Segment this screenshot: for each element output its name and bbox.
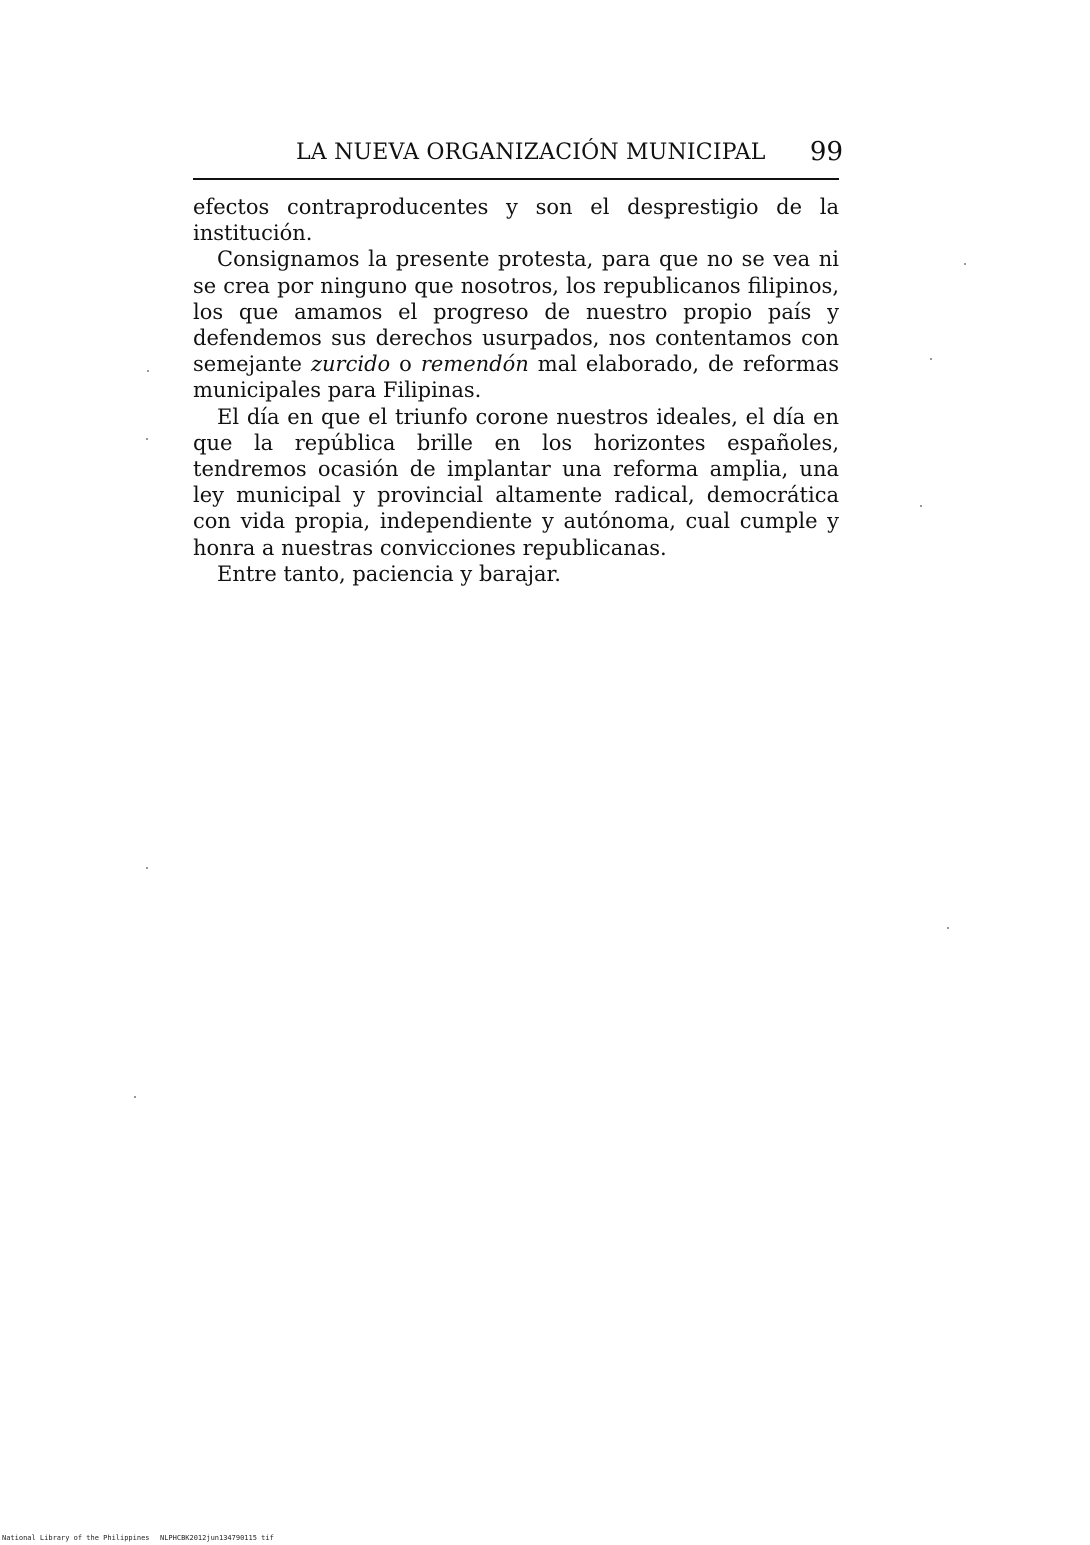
scan-speck bbox=[930, 358, 932, 360]
running-head bbox=[193, 136, 843, 176]
header-rule bbox=[193, 178, 839, 180]
paragraph-4: Entre tanto, paciencia y barajar. bbox=[217, 561, 561, 586]
page-number: 99 bbox=[809, 137, 843, 167]
paragraph-1: efectos contraproducentes y son el desprestigio de la institución. bbox=[193, 195, 839, 246]
running-title: LA NUEVA ORGANIZACIÓN MUNICIPAL bbox=[296, 140, 766, 165]
scan-speck bbox=[134, 1096, 136, 1098]
footer-library-name: National Library of the Philippines bbox=[2, 1534, 150, 1542]
scan-speck bbox=[147, 370, 149, 372]
scan-speck bbox=[146, 438, 148, 440]
scan-speck bbox=[920, 505, 922, 507]
footer-file-name: NLPHCBK2012jun134790115 tif bbox=[160, 1534, 274, 1542]
scan-speck bbox=[964, 263, 966, 265]
paragraph-2-connector: o bbox=[390, 352, 421, 377]
paragraph-2-text-start: Consignamos la presente protesta, para que no se vea ni se crea por ninguno que nosotros, los republicanos filipinos, los que amamos el progreso de nuestro propio país y defendemos sus derechos usurpados, nos contentamos con semejante bbox=[193, 247, 839, 377]
scan-speck bbox=[146, 867, 148, 869]
italic-word-remendon: remendón bbox=[420, 352, 529, 377]
paragraph-2-text-end: mal elaborado, de reformas municipales para Filipinas. bbox=[193, 352, 839, 403]
italic-word-zurcido: zurcido bbox=[310, 352, 391, 377]
paragraph-3: El día en que el triunfo corone nuestros ideales, el día en que la república brille en los horizontes españoles, tendremos ocasión de implantar una reforma amplia, una ley municipal y provincial altamente radical, democrática con vida propia, independiente y autónoma, cual cumple y honra a nuestras convicciones republicanas. bbox=[193, 404, 839, 560]
paragraph-2 bbox=[193, 246, 839, 403]
body-text bbox=[193, 194, 839, 587]
scan-speck bbox=[947, 927, 949, 929]
